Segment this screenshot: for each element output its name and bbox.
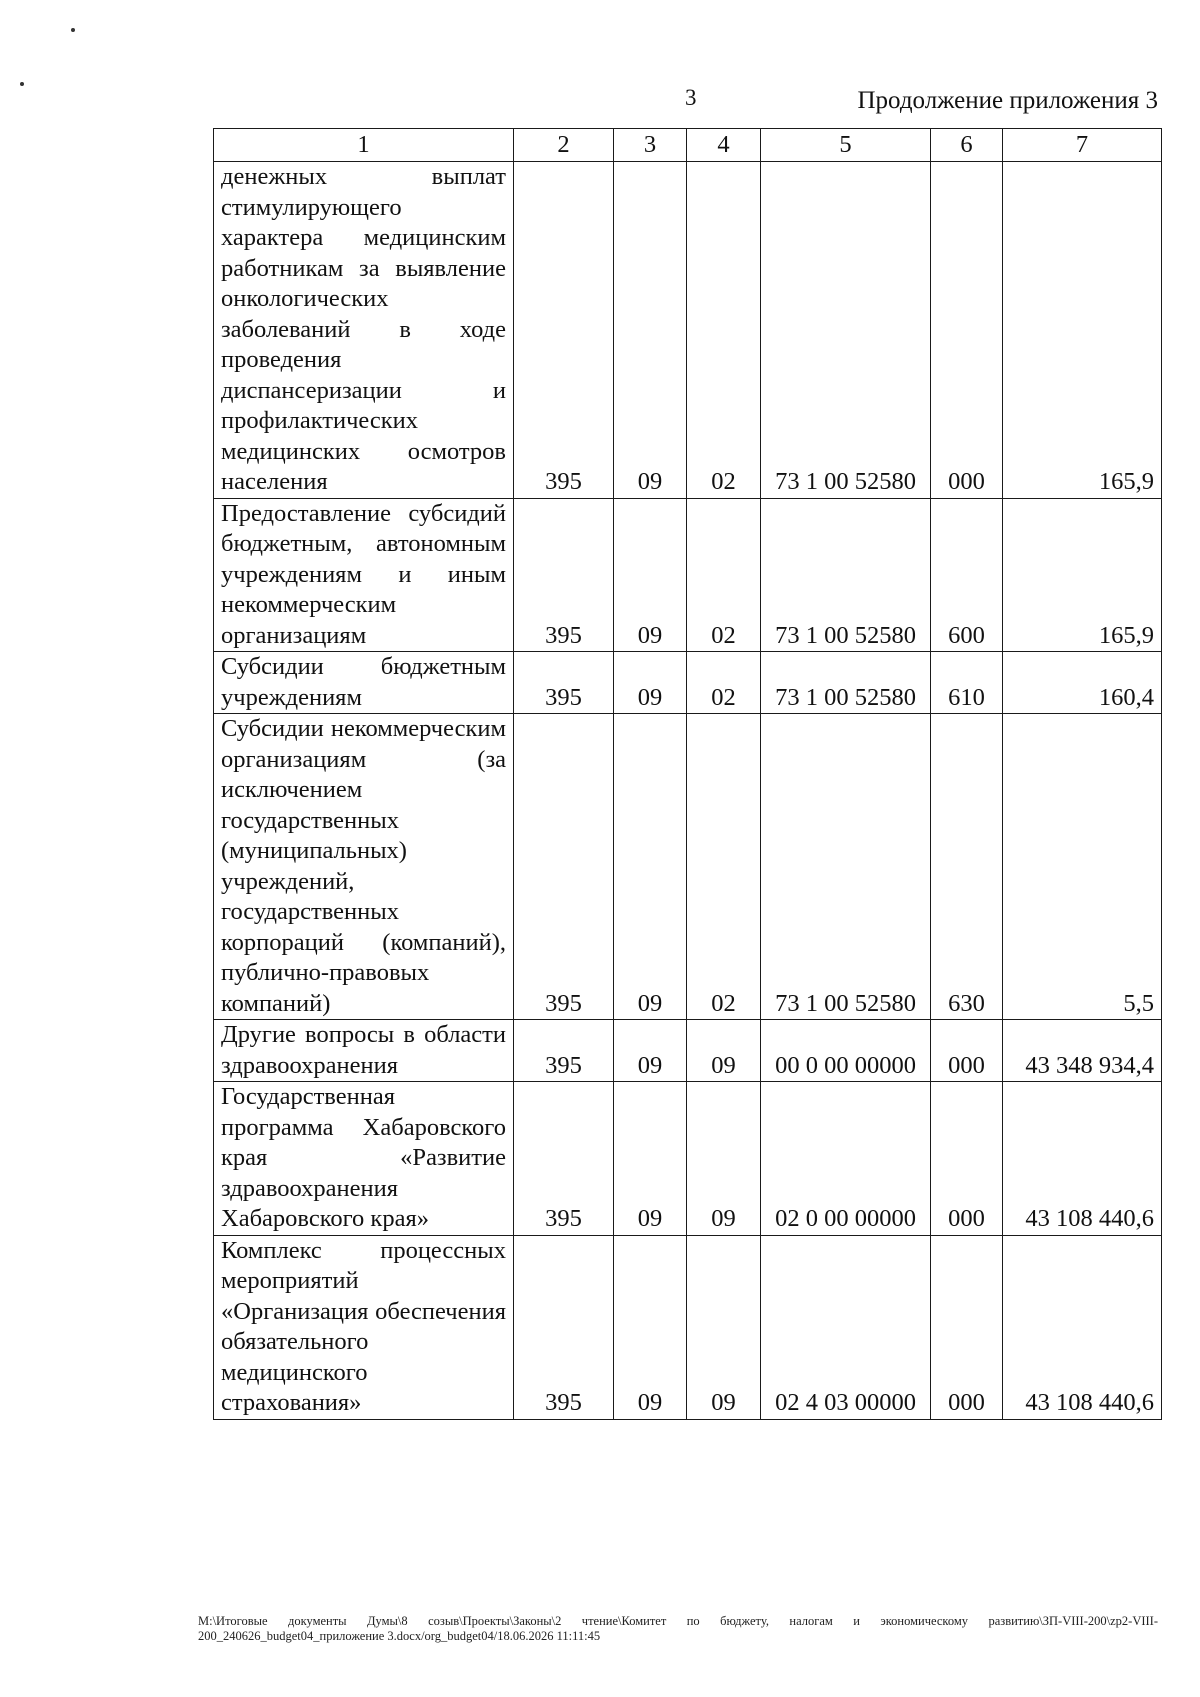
subsection-code: 02 [687, 498, 761, 652]
ministry-code: 395 [514, 652, 614, 714]
scan-speck [20, 82, 24, 86]
subsection-code: 09 [687, 1235, 761, 1419]
subsection-code: 02 [687, 652, 761, 714]
table-row [214, 498, 1162, 652]
target-item-code: 73 1 00 52580 [761, 714, 931, 1020]
column-header: 4 [687, 129, 761, 162]
row-name: Субсидии некоммерческим организациям (за исключением государственных (муниципальных) учреждений, государственных корпораций (компаний), публично-правовых компаний) [214, 714, 514, 1020]
expense-type-code: 610 [931, 652, 1003, 714]
amount: 43 108 440,6 [1003, 1235, 1162, 1419]
expense-type-code: 600 [931, 498, 1003, 652]
ministry-code: 395 [514, 714, 614, 1020]
subsection-code: 09 [687, 1020, 761, 1082]
table-row [214, 1235, 1162, 1419]
ministry-code: 395 [514, 1020, 614, 1082]
section-code: 09 [614, 1020, 687, 1082]
row-name: Государственная программа Хабаровского края «Развитие здравоохранения Хабаровского края» [214, 1082, 514, 1236]
section-code: 09 [614, 1082, 687, 1236]
target-item-code: 00 0 00 00000 [761, 1020, 931, 1082]
column-header: 1 [214, 129, 514, 162]
table-row [214, 714, 1162, 1020]
table-row [214, 1082, 1162, 1236]
column-number-row [214, 129, 1162, 162]
table-row [214, 162, 1162, 499]
amount: 43 348 934,4 [1003, 1020, 1162, 1082]
expense-type-code: 000 [931, 1020, 1003, 1082]
column-header: 3 [614, 129, 687, 162]
expense-type-code: 000 [931, 1235, 1003, 1419]
subsection-code: 02 [687, 162, 761, 499]
column-header: 7 [1003, 129, 1162, 162]
target-item-code: 73 1 00 52580 [761, 498, 931, 652]
expense-type-code: 630 [931, 714, 1003, 1020]
row-name: Субсидии бюджетным учреждениям [214, 652, 514, 714]
column-header: 2 [514, 129, 614, 162]
row-name: денежных выплат стимулирующего характера медицинским работникам за выявление онкологических заболеваний в ходе проведения диспансеризации и профилактических медицинских осмотров населения [214, 162, 514, 499]
amount: 5,5 [1003, 714, 1162, 1020]
page-number: 3 [685, 85, 697, 110]
row-name: Другие вопросы в области здравоохранения [214, 1020, 514, 1082]
budget-table [213, 128, 1162, 1420]
section-code: 09 [614, 162, 687, 499]
target-item-code: 73 1 00 52580 [761, 162, 931, 499]
table-row [214, 652, 1162, 714]
ministry-code: 395 [514, 1082, 614, 1236]
ministry-code: 395 [514, 162, 614, 499]
amount: 165,9 [1003, 498, 1162, 652]
expense-type-code: 000 [931, 1082, 1003, 1236]
amount: 165,9 [1003, 162, 1162, 499]
row-name: Комплекс процессных мероприятий «Организация обеспечения обязательного медицинского страхования» [214, 1235, 514, 1419]
column-header: 5 [761, 129, 931, 162]
ministry-code: 395 [514, 1235, 614, 1419]
subsection-code: 09 [687, 1082, 761, 1236]
column-header: 6 [931, 129, 1003, 162]
amount: 43 108 440,6 [1003, 1082, 1162, 1236]
scan-speck [71, 28, 75, 32]
row-name: Предоставление субсидий бюджетным, автономным учреждениям и иным некоммерческим организациям [214, 498, 514, 652]
expense-type-code: 000 [931, 162, 1003, 499]
section-code: 09 [614, 652, 687, 714]
section-code: 09 [614, 1235, 687, 1419]
section-code: 09 [614, 714, 687, 1020]
target-item-code: 73 1 00 52580 [761, 652, 931, 714]
ministry-code: 395 [514, 498, 614, 652]
table-row [214, 1020, 1162, 1082]
target-item-code: 02 4 03 00000 [761, 1235, 931, 1419]
section-code: 09 [614, 498, 687, 652]
target-item-code: 02 0 00 00000 [761, 1082, 931, 1236]
subsection-code: 02 [687, 714, 761, 1020]
continuation-caption: Продолжение приложения 3 [857, 87, 1158, 114]
document-file-path: M:\Итоговые документы Думы\8 созыв\Проекты\Законы\2 чтение\Комитет по бюджету, налогам и экономическому развитию\ЗП-VIII-200\zp2-VIII-200_240626_budget04_приложение 3.docx/org_budget04/18.06.2026 11:11:45 [198, 1614, 1158, 1643]
amount: 160,4 [1003, 652, 1162, 714]
